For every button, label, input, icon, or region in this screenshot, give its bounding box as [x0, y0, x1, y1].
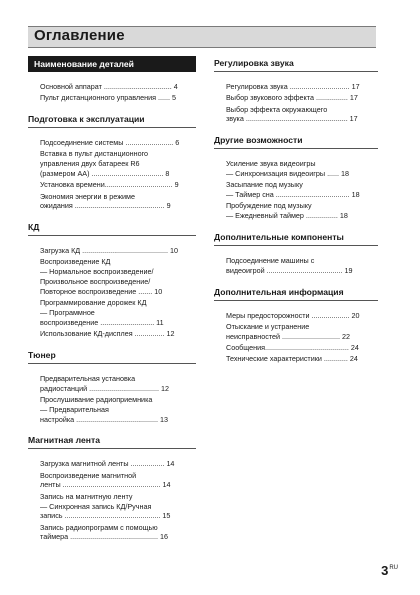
- toc-entry[interactable]: Подсоединение системы ........................ 6: [40, 138, 180, 148]
- left-column: [28, 56, 196, 551]
- toc-entry[interactable]: Предварительная установка радиостанций ................................... 12: [40, 373, 169, 393]
- toc-entry[interactable]: Использование КД-дисплея ............... 12: [40, 329, 175, 339]
- toc-entry[interactable]: Отыскание и устранение неисправностей ............................. 22: [226, 321, 350, 341]
- toc-entry[interactable]: Воспроизведение магнитной ленты ................................................. 14: [40, 470, 171, 490]
- section-tuner: [28, 348, 196, 424]
- section-header: Подготовка к эксплуатации: [28, 112, 196, 128]
- toc-entry[interactable]: Меры предосторожности ................... 20: [226, 310, 360, 320]
- page-number-suffix: RU: [389, 565, 398, 571]
- right-column: [214, 56, 378, 373]
- toc-entry[interactable]: Сообщения.......................................... 24: [226, 342, 359, 352]
- toc-entry[interactable]: Усиление звука видеоигры — Синхронизация видеоигры ...... 18: [226, 159, 350, 178]
- section-header: Дополнительная информация: [214, 285, 378, 301]
- section-header: Наименование деталей: [28, 56, 196, 72]
- toc-entry[interactable]: Экономия энергии в режиме ожидания ............................................. 9: [40, 191, 171, 211]
- toc-entry[interactable]: Воспроизведение КД — Нормальное воспроизведение/ Произвольное воспроизведение/ Повторное воспроизведение ....... 10: [40, 257, 163, 296]
- page-number-value: 3: [381, 563, 389, 578]
- section-header: Дополнительные компоненты: [214, 230, 378, 246]
- section-header: КД: [28, 220, 196, 236]
- toc-entry[interactable]: Основной аппарат .................................. 4: [40, 82, 178, 91]
- toc-entry[interactable]: Программирование дорожек КД — Программное воспроизведение ........................... 11: [40, 298, 164, 327]
- section-other-features: [214, 133, 378, 221]
- toc-entry[interactable]: Регулировка звука .............................. 17: [226, 82, 360, 91]
- toc-entry[interactable]: Пробуждение под музыку — Ежедневный таймер ................ 18: [226, 201, 348, 221]
- toc-entry[interactable]: Выбор звукового эффекта ................ 17: [226, 93, 358, 103]
- section-cd: [28, 220, 196, 339]
- section-header: Регулировка звука: [214, 56, 378, 72]
- toc-entry[interactable]: Выбор эффекта окружающего звука ................................................... 17: [226, 104, 358, 124]
- section-header: Другие возможности: [214, 133, 378, 149]
- section-tape: [28, 433, 196, 542]
- toc-entry[interactable]: Пульт дистанционного управления ...... 5: [40, 93, 176, 103]
- section-preparation: [28, 112, 196, 211]
- section-header: Магнитная лента: [28, 433, 196, 449]
- toc-entry[interactable]: Засыпание под музыку — Таймер сна ..................................... 18: [226, 180, 360, 200]
- toc-entry[interactable]: Загрузка КД ........................................... 10: [40, 246, 178, 256]
- toc-entry[interactable]: Прослушивание радиоприемника — Предварительная настройка ......................................... 13: [40, 394, 169, 424]
- section-additional-info: [214, 285, 378, 364]
- section-header: Тюнер: [28, 348, 196, 364]
- toc-entry[interactable]: Запись радиопрограмм с помощью таймера ............................................ 16: [40, 522, 169, 542]
- toc-entry[interactable]: Подсоединение машины с видеоигрой ...................................... 19: [226, 255, 353, 275]
- toc-entry[interactable]: Загрузка магнитной ленты ................. 14: [40, 459, 175, 469]
- toc-entry[interactable]: Установка времени.................................. 9: [40, 180, 179, 190]
- toc-entry[interactable]: Запись на магнитную ленту — Синхронная запись КД/Ручная запись ................................................ 15: [40, 491, 171, 521]
- section-parts: [28, 56, 196, 103]
- section-sound: [214, 56, 378, 124]
- toc-entry[interactable]: Вставка в пульт дистанционного управления двух батареек R6 (размером AA) .................................... 8: [40, 149, 170, 178]
- page-number: [381, 563, 398, 578]
- toc-entry[interactable]: Технические характеристики ............ 24: [226, 354, 358, 364]
- toc-title-bar: [28, 26, 376, 48]
- page-title: Оглавление: [34, 27, 125, 44]
- section-extra-components: [214, 230, 378, 276]
